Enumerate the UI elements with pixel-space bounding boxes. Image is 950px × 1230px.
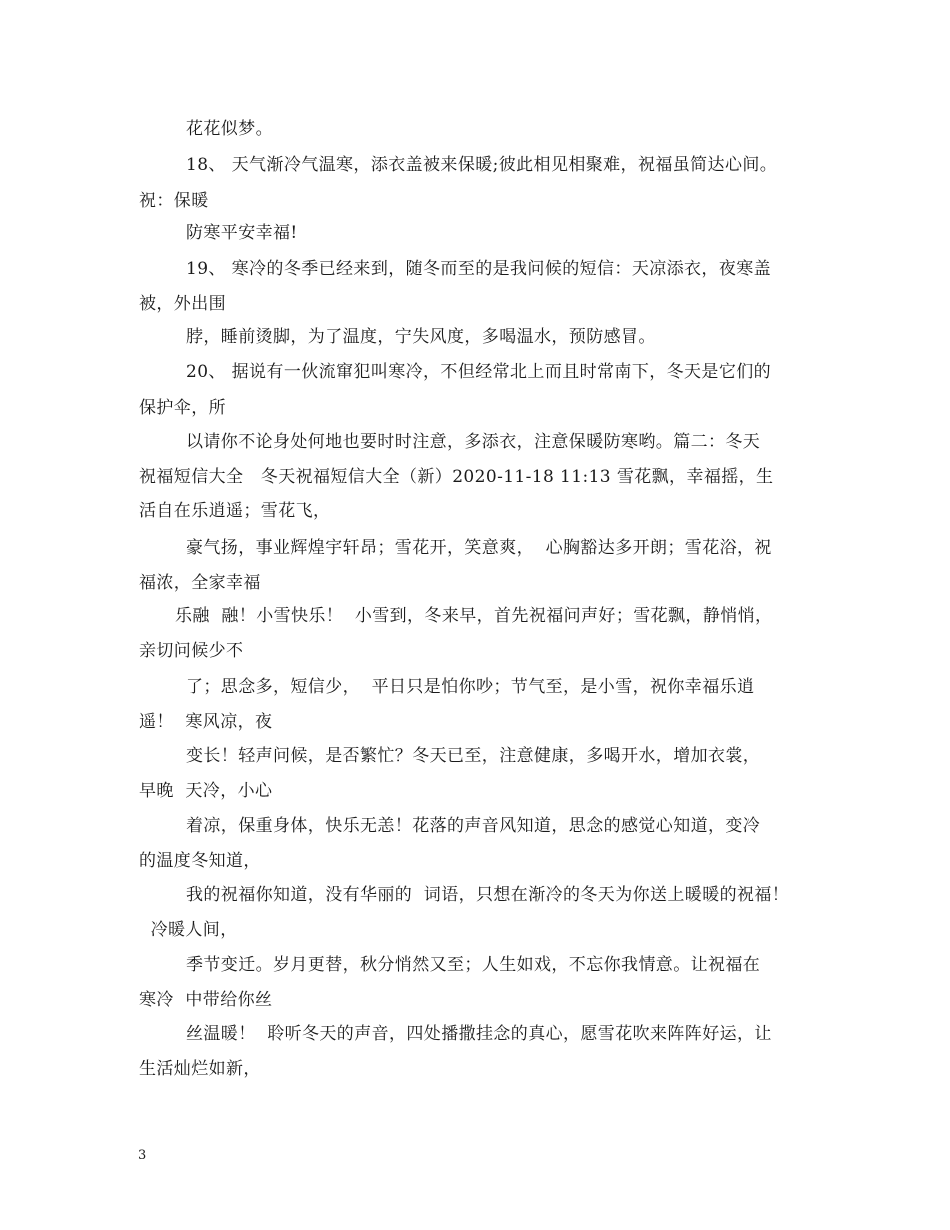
text-line: 的温度冬知道， [139, 851, 261, 871]
text-line: 季节变迁。岁月更替，秋分悄然又至；人生如戏，不忘你我情意。让祝福在 [186, 955, 761, 975]
text-line: 20、 据说有一伙流窜犯叫寒冷，不但经常北上而且时常南下，冬天是它们的 [186, 362, 772, 382]
text-line: 早晚 天冷，小心 [139, 781, 273, 801]
text-line: 祝：保暖 [139, 191, 209, 211]
text-line: 防寒平安幸福! [186, 223, 298, 243]
text-line: 寒冷 中带给你丝 [139, 990, 273, 1010]
page-number: 3 [138, 1148, 147, 1163]
text-line: 以请你不论身处何地也要时时注意，多添衣，注意保暖防寒哟。篇二：冬天 [186, 432, 761, 452]
text-line: 着凉，保重身体，快乐无恙！花落的声音风知道，思念的感觉心知道，变冷 [186, 816, 761, 836]
text-line: 保护伞，所 [139, 398, 226, 418]
text-line: 被，外出围 [139, 294, 226, 314]
text-line: 变长！轻声问候，是否繁忙？冬天已至，注意健康，多喝开水，增加衣裳， [186, 746, 761, 766]
text-line: 18、 天气渐冷气温寒，添衣盖被来保暖;彼此相见相聚难，祝福虽简达心间。 [186, 155, 778, 175]
text-line: 19、 寒冷的冬季已经来到，随冬而至的是我问候的短信：天凉添衣，夜寒盖 [186, 259, 772, 279]
text-line: 福浓，全家幸福 [139, 573, 261, 593]
text-line: 丝温暖！ 聆听冬天的声音，四处播撒挂念的真心，愿雪花吹来阵阵好运，让 [186, 1024, 772, 1044]
text-line: 亲切问候少不 [139, 641, 244, 661]
text-line: 豪气扬，事业辉煌宇轩昂；雪花开，笑意爽， 心胸豁达多开朗；雪花浴，祝 [186, 538, 772, 558]
text-line: 我的祝福你知道，没有华丽的 词语，只想在渐冷的冬天为你送上暖暖的祝福！ [186, 885, 790, 905]
text-line: 遥！ 寒风凉，夜 [139, 712, 273, 732]
text-line: 活自在乐逍遥；雪花飞， [139, 501, 331, 521]
text-line: 花花似梦。 [186, 119, 273, 139]
text-line: 生活灿烂如新， [139, 1059, 261, 1079]
text-line: 脖，睡前烫脚，为了温度，宁失风度，多喝温水，预防感冒。 [186, 327, 656, 347]
text-line: 祝福短信大全 冬天祝福短信大全（新）2020-11-18 11:13 雪花飘，幸福摇，生 [139, 467, 774, 487]
text-line: 了；思念多，短信少， 平日只是怕你吵；节气至，是小雪，祝你幸福乐逍 [186, 677, 755, 697]
text-line: 乐融 融！小雪快乐！ 小雪到，冬来早，首先祝福问声好；雪花飘，静悄悄， [175, 606, 773, 626]
text-line: 冷暖人间， [139, 920, 238, 940]
